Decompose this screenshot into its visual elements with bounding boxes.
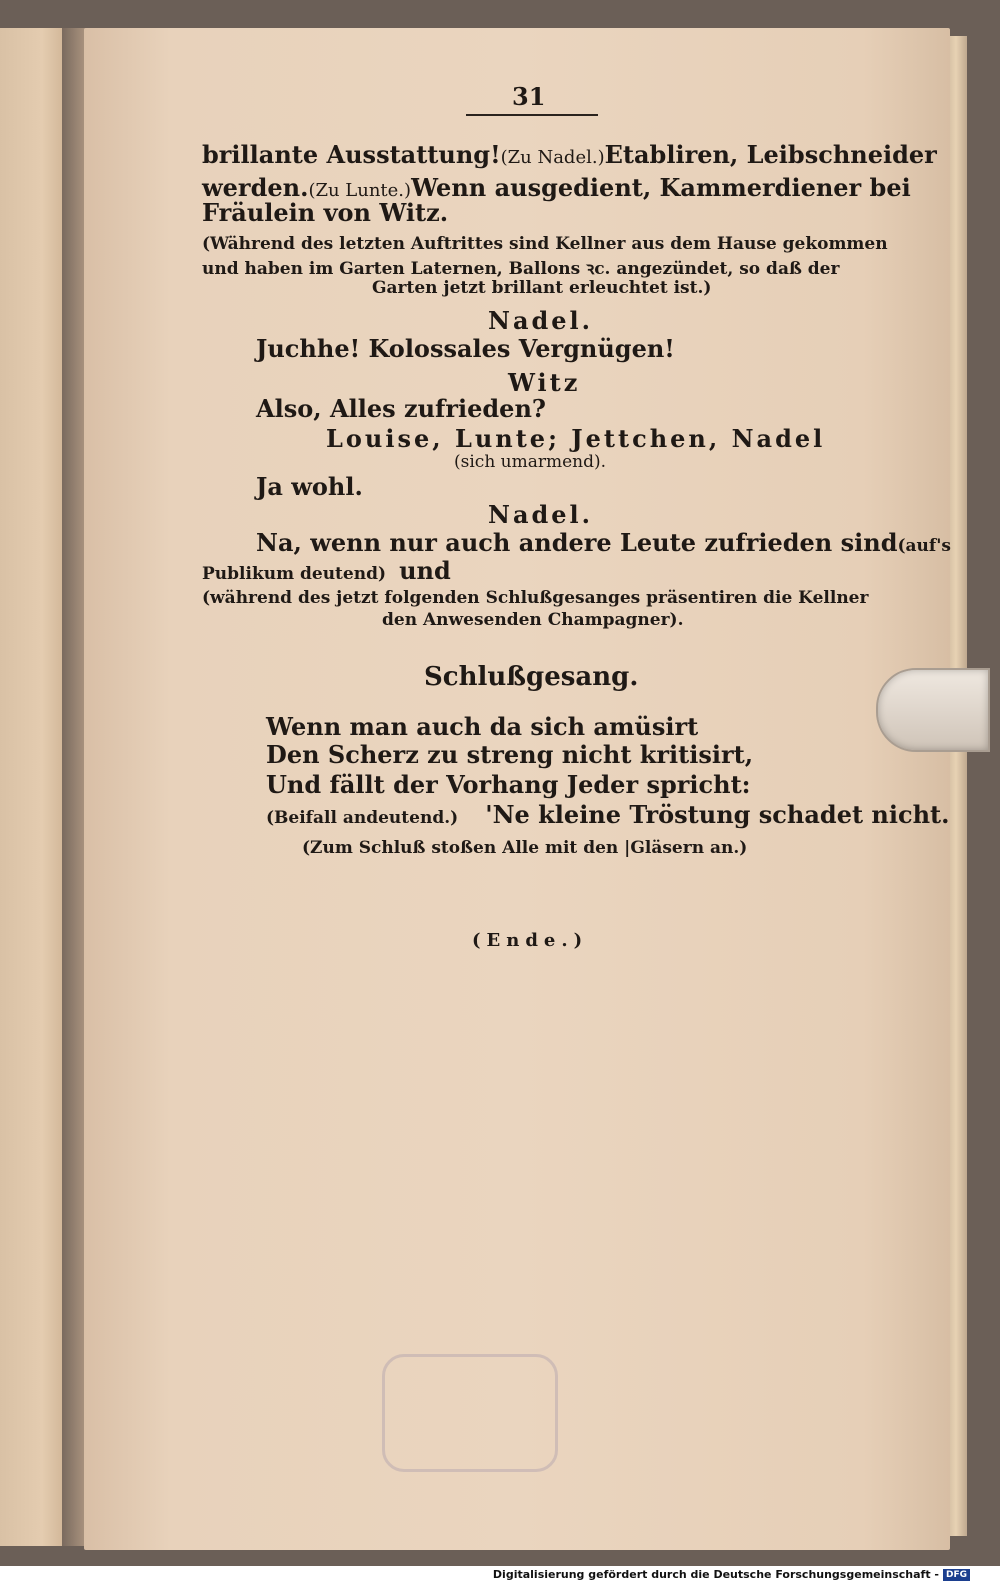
- text-span: werden.: [202, 173, 309, 202]
- text-span: Etabliren, Leibschneider: [604, 140, 937, 169]
- verse-line: [266, 800, 949, 829]
- text-line: Juchhe! Kolossales Vergnügen!: [256, 334, 675, 363]
- page-turn-tab[interactable]: [876, 668, 990, 752]
- text-span: 'Ne kleine Tröstung schadet nicht.: [485, 800, 950, 829]
- section-heading: Schlußgesang.: [424, 662, 639, 692]
- speaker-name: Nadel.: [488, 500, 594, 529]
- stage-direction: (auf's: [897, 536, 951, 556]
- text-span: Wenn ausgedient, Kammerdiener bei: [411, 173, 911, 202]
- stage-direction-line: Garten jetzt brillant erleuchtet ist.): [372, 278, 712, 298]
- text-span: brillante Ausstattung!: [202, 140, 501, 169]
- speaker-name: Nadel.: [488, 306, 594, 335]
- stage-direction: (Zu Nadel.): [500, 147, 605, 168]
- verse-line: Wenn man auch da sich amüsirt: [266, 712, 699, 741]
- stage-direction-line: (Zum Schluß stoßen Alle mit den |Gläsern an.): [302, 838, 748, 858]
- stage-direction-line: und haben im Garten Laternen, Ballons ꝛc. angezündet, so daß der: [202, 259, 840, 279]
- stage-direction-line: (während des jetzt folgenden Schlußgesanges präsentiren die Kellner: [202, 588, 869, 608]
- speaker-name: Witz: [508, 368, 581, 397]
- text-span: Na, wenn nur auch andere Leute zufrieden sind: [256, 528, 898, 557]
- footer-text: Digitalisierung gefördert durch die Deutsche Forschungsgemeinschaft -: [492, 1568, 939, 1581]
- stage-direction-line: den Anwesenden Champagner).: [382, 610, 684, 630]
- footer-credit: [493, 1568, 970, 1581]
- text-line: Also, Alles zufrieden?: [256, 394, 546, 423]
- text-line: [202, 140, 937, 169]
- text-line: [256, 528, 951, 557]
- text-line: Ja wohl.: [256, 472, 363, 501]
- stage-direction-line: (Während des letzten Auftrittes sind Kellner aus dem Hause gekommen: [202, 234, 888, 254]
- verse-line: Den Scherz zu streng nicht kritisirt,: [266, 740, 754, 769]
- stage-direction: (Zu Lunte.): [308, 180, 412, 201]
- stage-direction: (Beifall andeutend.): [266, 808, 459, 828]
- stage-direction: (sich umarmend).: [454, 452, 607, 472]
- dfg-logo: DFG: [943, 1569, 970, 1581]
- page-number: 31: [512, 82, 546, 111]
- speaker-name: Louise, Lunte; Jettchen, Nadel: [326, 424, 826, 453]
- end-marker: (Ende.): [472, 930, 589, 951]
- text-span: und: [399, 556, 451, 585]
- library-stamp: [382, 1354, 558, 1472]
- page-number-rule: [466, 114, 598, 116]
- verse-line: Und fällt der Vorhang Jeder spricht:: [266, 770, 751, 799]
- text-line: [202, 556, 451, 585]
- text-line: Fräulein von Witz.: [202, 198, 449, 227]
- stage-direction: Publikum deutend): [202, 564, 387, 584]
